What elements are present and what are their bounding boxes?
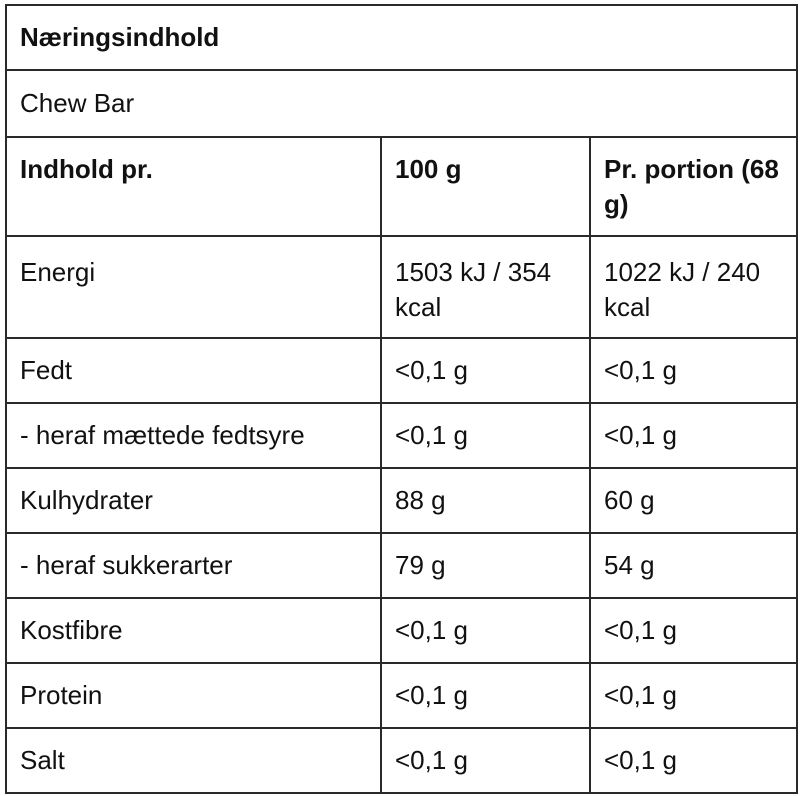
table-row bbox=[6, 728, 797, 793]
header-row bbox=[6, 137, 797, 236]
row-name: Energi bbox=[6, 236, 381, 338]
product-row bbox=[6, 70, 797, 137]
row-per-100g: <0,1 g bbox=[381, 338, 590, 403]
header-per-100g: 100 g bbox=[381, 137, 590, 236]
table-row bbox=[6, 468, 797, 533]
table-row bbox=[6, 338, 797, 403]
row-per-100g: <0,1 g bbox=[381, 663, 590, 728]
table-row bbox=[6, 663, 797, 728]
row-name: Protein bbox=[6, 663, 381, 728]
row-name: Salt bbox=[6, 728, 381, 793]
row-per-100g: <0,1 g bbox=[381, 598, 590, 663]
row-name: - heraf mættede fedtsyre bbox=[6, 403, 381, 468]
row-name: - heraf sukkerarter bbox=[6, 533, 381, 598]
row-per-100g: 1503 kJ / 354 kcal bbox=[381, 236, 590, 338]
row-per-portion: <0,1 g bbox=[590, 598, 797, 663]
row-per-portion: <0,1 g bbox=[590, 728, 797, 793]
row-per-100g: 88 g bbox=[381, 468, 590, 533]
row-name: Kulhydrater bbox=[6, 468, 381, 533]
table-row bbox=[6, 598, 797, 663]
row-per-portion: <0,1 g bbox=[590, 403, 797, 468]
row-per-100g: <0,1 g bbox=[381, 403, 590, 468]
row-per-100g: 79 g bbox=[381, 533, 590, 598]
table-row bbox=[6, 236, 797, 338]
product-name: Chew Bar bbox=[6, 70, 797, 137]
row-name: Fedt bbox=[6, 338, 381, 403]
header-per: Indhold pr. bbox=[6, 137, 381, 236]
table-title: Næringsindhold bbox=[6, 5, 797, 70]
row-name: Kostfibre bbox=[6, 598, 381, 663]
row-per-portion: 60 g bbox=[590, 468, 797, 533]
row-per-portion: 54 g bbox=[590, 533, 797, 598]
title-row bbox=[6, 5, 797, 70]
table-row bbox=[6, 533, 797, 598]
nutrition-table bbox=[5, 4, 798, 794]
table-row bbox=[6, 403, 797, 468]
row-per-portion: <0,1 g bbox=[590, 338, 797, 403]
row-per-portion: 1022 kJ / 240 kcal bbox=[590, 236, 797, 338]
header-per-portion: Pr. portion (68 g) bbox=[590, 137, 797, 236]
row-per-portion: <0,1 g bbox=[590, 663, 797, 728]
row-per-100g: <0,1 g bbox=[381, 728, 590, 793]
